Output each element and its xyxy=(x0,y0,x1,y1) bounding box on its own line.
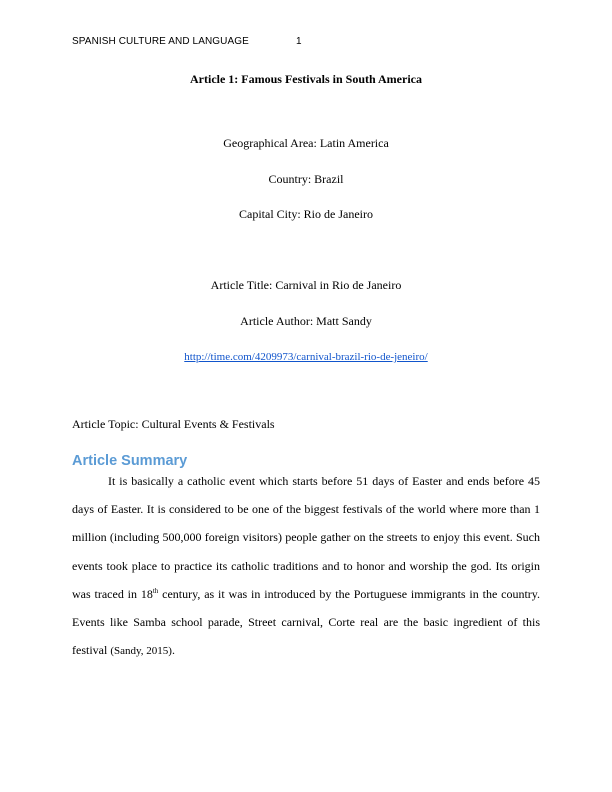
summary-heading: Article Summary xyxy=(72,453,188,469)
summary-end: . xyxy=(171,643,175,658)
geographical-area: Geographical Area: Latin America xyxy=(223,136,389,150)
article-author: Article Author: Matt Sandy xyxy=(240,314,372,328)
running-head: SPANISH CULTURE AND LANGUAGE xyxy=(72,36,249,47)
summary-citation: (Sandy, 2015) xyxy=(110,645,172,658)
article-topic: Article Topic: Cultural Events & Festivals xyxy=(72,417,275,431)
page-number: 1 xyxy=(296,36,302,47)
summary-text-part2: century, as it was in introduced by the Portuguese immigrants in the country. Events like Samba school parade, Street carnival, Corte real are the basic ingredient of this festival xyxy=(72,586,540,658)
country: Country: Brazil xyxy=(268,172,344,186)
document-title: Article 1: Famous Festivals in South America xyxy=(190,72,422,86)
article-url-line xyxy=(72,349,540,364)
summary-paragraph xyxy=(72,467,540,665)
capital-city: Capital City: Rio de Janeiro xyxy=(239,207,373,221)
article-url-link[interactable]: http://time.com/4209973/carnival-brazil-rio-de-jeneiro/ xyxy=(184,351,428,363)
article-title: Article Title: Carnival in Rio de Janeiro xyxy=(210,278,402,292)
ordinal-superscript: th xyxy=(152,586,159,595)
summary-text-part1: It is basically a catholic event which starts before 51 days of Easter and ends before 45 days of Easter. It is considered to be one of the biggest festivals of the world where more than 1 million (including 500,000 foreign visitors) people gather on the streets to enjoy this event. Such events took place to practice its catholic traditions and to honor and worship the god. Its origin was traced in 18 xyxy=(72,474,540,601)
